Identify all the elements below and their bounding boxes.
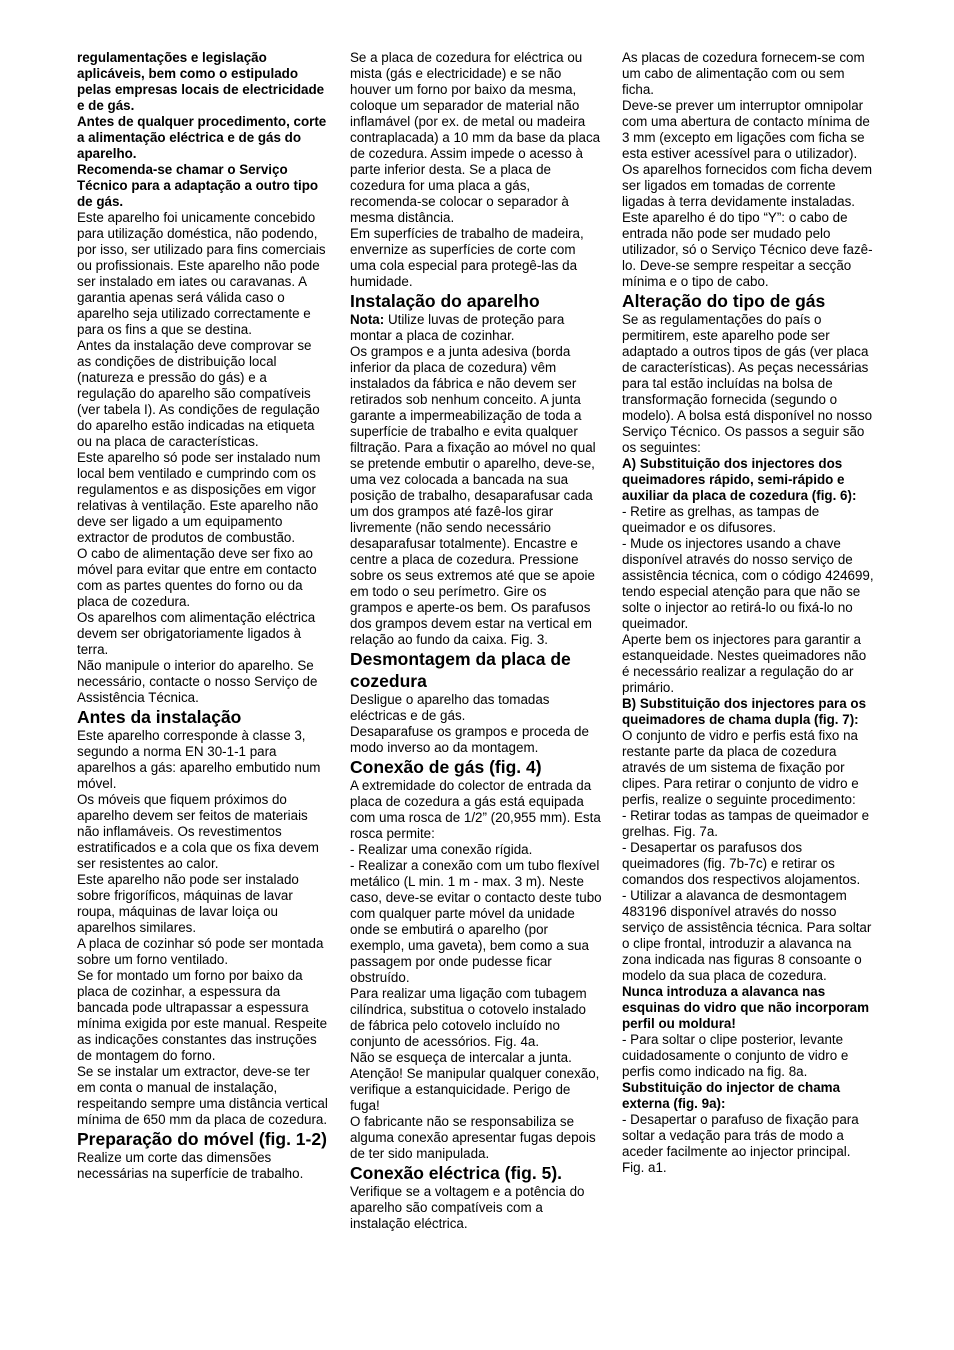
subheading: A) Substituição dos injectores dos queimadores rápido, semi-rápido e auxiliar da placa de cozedura (fig. 6): bbox=[622, 456, 857, 503]
list-item: - Realizar uma conexão rígida. bbox=[350, 842, 533, 857]
section-heading: Conexão eléctrica (fig. 5). bbox=[350, 1163, 563, 1183]
column-right bbox=[622, 50, 874, 1176]
paragraph: Para realizar uma ligação com tubagem cilíndrica, substitua o cotovelo instalado de fábrica pelo cotovelo incluído no conjunto de acessórios. Fig. 4a. bbox=[350, 986, 587, 1049]
list-item: - Desapertar o parafuso de fixação para soltar a vedação para trás de modo a aceder facilmente ao injector principal. Fig. a1. bbox=[622, 1112, 859, 1175]
list-item: - Retirar todas as tampas de queimador e grelhas. Fig. 7a. bbox=[622, 808, 870, 839]
paragraph: Desligue o aparelho das tomadas eléctricas e de gás. bbox=[350, 692, 550, 723]
paragraph: Verifique se a voltagem e a potência do aparelho são compatíveis com a instalação eléctrica. bbox=[350, 1184, 585, 1231]
note-label: Nota: bbox=[350, 312, 385, 327]
paragraph: Este aparelho não pode ser instalado sobre frigoríficos, máquinas de lavar roupa, máquinas de lavar loiça ou aparelhos similares. bbox=[77, 872, 299, 935]
paragraph: Desaparafuse os grampos e proceda de modo inverso ao da montagem. bbox=[350, 724, 589, 755]
list-item: - Mude os injectores usando a chave disponível através do nosso serviço de assistência técnica, com o código 424699, tendo especial atenção para que não se solte o injector ao retirá-lo ou fixá-lo no queimador. bbox=[622, 536, 874, 631]
paragraph: O fabricante não se responsabiliza se alguma conexão apresentar fugas depois de ter sido manipulada. bbox=[350, 1114, 596, 1161]
paragraph: O conjunto de vidro e perfis está fixo na restante parte da placa de cozedura através de um sistema de fixação por clipes. Para retirar o conjunto de vidro e perfis, realize o seguinte procedimento: bbox=[622, 728, 859, 807]
paragraph: Este aparelho corresponde à classe 3, segundo a norma EN 30-1-1 para aparelhos a gás: aparelho embutido num móvel. bbox=[77, 728, 321, 791]
paragraph: Este aparelho é do tipo “Y”: o cabo de entrada não pode ser mudado pelo utilizador, só o Serviço Técnico deve fazê-lo. Deve-se sempre respeitar a secção mínima e o tipo de cabo. bbox=[622, 210, 873, 289]
paragraph: Deve-se prever um interruptor omnipolar com uma abertura de contacto mínima de 3 mm (excepto em ligações com ficha se esta estiver acessível para o utilizador). bbox=[622, 98, 870, 161]
paragraph: Realize um corte das dimensões necessárias na superfície de trabalho. bbox=[77, 1150, 304, 1181]
paragraph: Não se esqueça de intercalar a junta. Atenção! Se manipular qualquer conexão, verifique a estanquicidade. Perigo de fuga! bbox=[350, 1050, 600, 1113]
paragraph: Os móveis que fiquem próximos do aparelho devem ser feitos de materiais não inflamáveis. Os revestimentos estratificados e a cola que os fixa devem ser resistentes ao calor. bbox=[77, 792, 319, 871]
subheading: B) Substituição dos injectores para os queimadores de chama dupla (fig. 7): bbox=[622, 696, 867, 727]
note-text: Utilize luvas de proteção para montar a placa de cozinhar. bbox=[350, 312, 565, 343]
paragraph: Este aparelho foi unicamente concebido para utilização doméstica, não podendo, por isso, ser utilizado para fins comerciais ou profissionais. Este aparelho não pode ser instalado em iates ou caravanas. A garantia apenas será válida caso o aparelho seja utilizado correctamente e para os fins a que se destina. bbox=[77, 210, 326, 337]
paragraph: Os grampos e a junta adesiva (borda inferior da placa de cozedura) vêm instalados da fábrica e não devem ser retirados sob nenhum conceito. A junta garante a impermeabilização de toda a superfície de trabalho e evita qualquer filtração. Para a fixação ao móvel no qual se pretende embutir o aparelho, deve-se, uma vez colocada a bancada na sua posição de trabalho, desaparafusar cada um dos grampos até fazê-los girar livremente (não sendo necessário desaparafusar totalmente). Encastre e centre a placa de cozedura. Pressione sobre os seus extremos até que se apoie em todo o seu perímetro. Gire os grampos e aperte-os bem. Os parafusos dos grampos devem estar na vertical em relação ao fundo da caixa. Fig. 3. bbox=[350, 344, 596, 647]
list-item: - Utilizar a alavanca de desmontagem 483196 disponível através do nosso serviço de assistência técnica. Para soltar o clipe frontal, introduzir a alavanca na zona indicada nas figuras 8 consoante o modelo da sua placa de cozedura. bbox=[622, 888, 872, 983]
paragraph: Se for montado um forno por baixo da placa de cozinhar, a espessura da bancada pode ultrapassar a espessura mínima exigida por este manual. Respeite as indicações constantes das instruções de montagem do forno. bbox=[77, 968, 328, 1063]
section-heading: Conexão de gás (fig. 4) bbox=[350, 757, 542, 777]
paragraph: Os aparelhos com alimentação eléctrica devem ser obrigatoriamente ligados à terra. bbox=[77, 610, 316, 657]
paragraph: As placas de cozedura fornecem-se com um cabo de alimentação com ou sem ficha. bbox=[622, 50, 865, 97]
paragraph: Em superfícies de trabalho de madeira, envernize as superfícies de corte com uma cola especial para protegê-las da humidade. bbox=[350, 226, 584, 289]
paragraph: Os aparelhos fornecidos com ficha devem ser ligados em tomadas de corrente ligadas à terra devidamente instaladas. bbox=[622, 162, 873, 209]
list-item: - Desapertar os parafusos dos queimadores (fig. 7b-7c) e retirar os comandos dos respectivos alojamentos. bbox=[622, 840, 861, 887]
section-heading: Alteração do tipo de gás bbox=[622, 291, 826, 311]
paragraph: Se se instalar um extractor, deve-se ter em conta o manual de instalação, respeitando sempre uma distância vertical mínima de 650 mm da placa de cozedura. bbox=[77, 1064, 328, 1127]
paragraph: O cabo de alimentação deve ser fixo ao móvel para evitar que entre em contacto com as partes quentes do forno ou da placa de cozedura. bbox=[77, 546, 317, 609]
paragraph: Recomenda-se chamar o Serviço Técnico para a adaptação a outro tipo de gás. bbox=[77, 162, 319, 209]
column-middle bbox=[350, 50, 602, 1232]
paragraph: Não manipule o interior do aparelho. Se necessário, contacte o nosso Serviço de Assistência Técnica. bbox=[77, 658, 318, 705]
paragraph: regulamentações e legislação aplicáveis, bem como o estipulado pelas empresas locais de electricidade e de gás. bbox=[77, 50, 325, 113]
warning-text: Nunca introduza a alavanca nas esquinas do vidro que não incorporam perfil ou moldura! bbox=[622, 984, 870, 1031]
column-left bbox=[77, 50, 329, 1182]
note-paragraph bbox=[350, 312, 602, 344]
paragraph: Aperte bem os injectores para garantir a estanqueidade. Nestes queimadores não é necessário realizar a regulação do ar primário. bbox=[622, 632, 867, 695]
section-heading: Preparação do móvel (fig. 1-2) bbox=[77, 1129, 327, 1149]
paragraph: Se as regulamentações do país o permitirem, este aparelho pode ser adaptado a outros tipos de gás (ver placa de características). As peças necessárias para tal estão incluídas na bolsa de transformação fornecida (segundo o modelo). A bolsa está disponível no nosso Serviço Técnico. Os passos a seguir são os seguintes: bbox=[622, 312, 873, 455]
list-item: - Realizar a conexão com um tubo flexível metálico (L min. 1 m - max. 3 m). Neste caso, deve-se evitar o contacto deste tubo com qualquer parte móvel da unidade onde se embutirá o aparelho (por exemplo, uma gaveta), bem como a sua passagem por onde pudesse ficar obstruído. bbox=[350, 858, 602, 985]
paragraph: Antes da instalação deve comprovar se as condições de distribuição local (natureza e pressão do gás) e a regulação do aparelho são compatíveis (ver tabela I). As condições de regulação do aparelho estão indicadas na etiqueta ou na placa de características. bbox=[77, 338, 320, 449]
list-item: - Retire as grelhas, as tampas de queimador e os difusores. bbox=[622, 504, 820, 535]
section-heading: Desmontagem da placa de cozedura bbox=[350, 649, 571, 691]
paragraph: A extremidade do colector de entrada da placa de cozedura a gás está equipada com uma rosca de 1/2” (20,955 mm). Esta rosca permite: bbox=[350, 778, 601, 841]
paragraph: Antes de qualquer procedimento, corte a alimentação eléctrica e de gás do aparelho. bbox=[77, 114, 327, 161]
paragraph: A placa de cozinhar só pode ser montada sobre um forno ventilado. bbox=[77, 936, 324, 967]
paragraph: Se a placa de cozedura for eléctrica ou mista (gás e electricidade) e se não houver um forno por baixo da mesma, coloque um separador de material não inflamável (por ex. de metal ou madeira contraplacada) a 10 mm da base da placa de cozedura. Assim impede o acesso à parte inferior desta. Se a placa de cozedura for uma placa a gás, recomenda-se colocar o separador à mesma distância. bbox=[350, 50, 601, 225]
list-item: - Para soltar o clipe posterior, levante cuidadosamente o conjunto de vidro e perfis como indicado na fig. 8a. bbox=[622, 1032, 849, 1079]
subheading: Substituição do injector de chama externa (fig. 9a): bbox=[622, 1080, 841, 1111]
paragraph: Este aparelho só pode ser instalado num local bem ventilado e cumprindo com os regulamentos e as disposições em vigor relativas à ventilação. Este aparelho não deve ser ligado a um equipamento extractor de produtos de combustão. bbox=[77, 450, 321, 545]
section-heading: Antes da instalação bbox=[77, 707, 242, 727]
section-heading: Instalação do aparelho bbox=[350, 291, 540, 311]
